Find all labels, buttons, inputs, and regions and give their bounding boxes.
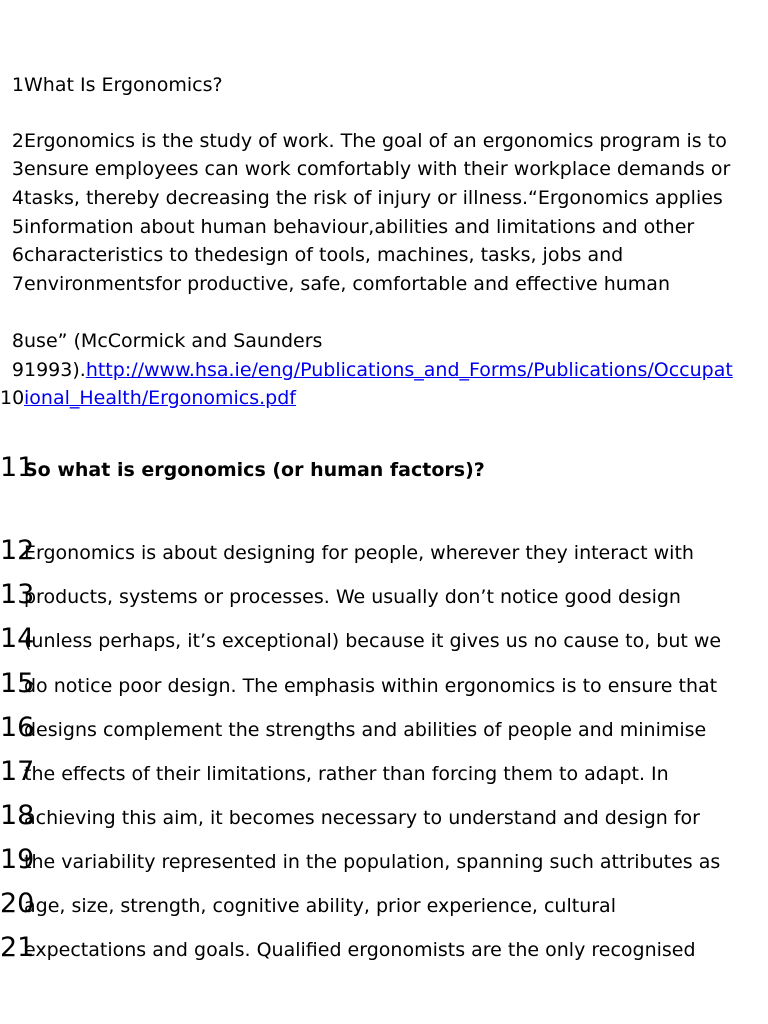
line-number: 3	[11, 158, 24, 180]
line-text: tasks, thereby decreasing the risk of injury or illness.“Ergonomics applies	[24, 187, 723, 209]
line-number: 21	[0, 932, 35, 963]
doc-line	[0, 802, 768, 829]
doc-line	[0, 537, 768, 564]
doc-line	[0, 330, 768, 352]
line-number: 6	[11, 244, 24, 266]
doc-line	[0, 758, 768, 785]
section1-title	[0, 74, 768, 96]
line-text: products, systems or processes. We usually don’t notice good design	[24, 586, 681, 608]
line-text: achieving this aim, it becomes necessary to understand and design for	[24, 807, 700, 829]
line-number: 19	[0, 844, 35, 875]
doc-line	[0, 244, 768, 266]
line-text: (unless perhaps, it’s exceptional) because it gives us no cause to, but we	[24, 630, 722, 652]
line-number: 4	[11, 187, 24, 209]
line-text: characteristics to thedesign of tools, machines, tasks, jobs and	[24, 244, 624, 266]
doc-line	[0, 273, 768, 295]
doc-line	[0, 670, 768, 697]
line-text: use” (McCormick and Saunders	[24, 330, 323, 352]
doc-line	[0, 625, 768, 652]
doc-line	[0, 130, 768, 152]
line-number: 8	[11, 330, 24, 352]
citation-link-part2[interactable]: ional_Health/Ergonomics.pdf	[24, 387, 296, 409]
line-number: 2	[11, 130, 24, 152]
line-text: Ergonomics is the study of work. The goal of an ergonomics program is to	[24, 130, 727, 152]
doc-line	[0, 158, 768, 180]
citation-year: 1993).	[24, 359, 86, 381]
line-text: Ergonomics is about designing for people, wherever they interact with	[24, 542, 694, 564]
line-number: 15	[0, 668, 35, 699]
line-number: 10	[0, 387, 25, 409]
heading-text: So what is ergonomics (or human factors)?	[24, 459, 485, 481]
citation-line	[0, 359, 768, 381]
citation-link-part1[interactable]: http://www.hsa.ie/eng/Publications_and_Forms/Publications/Occupat	[85, 359, 733, 381]
line-text: do notice poor design. The emphasis within ergonomics is to ensure that	[24, 675, 718, 697]
line-text: ensure employees can work comfortably with their workplace demands or	[24, 158, 731, 180]
line-number: 20	[0, 888, 35, 919]
line-number: 13	[0, 579, 35, 610]
line-number: 17	[0, 756, 35, 787]
line-number: 14	[0, 623, 35, 654]
doc-line	[0, 187, 768, 209]
doc-line	[0, 714, 768, 741]
line-number: 9	[11, 359, 24, 381]
line-number: 7	[11, 273, 24, 295]
line-text: environmentsfor productive, safe, comfortable and effective human	[24, 273, 670, 295]
line-number: 1	[11, 74, 24, 96]
line-text: the variability represented in the population, spanning such attributes as	[24, 851, 721, 873]
line-number: 12	[0, 535, 35, 566]
line-text: expectations and goals. Qualified ergonomists are the only recognised	[24, 939, 696, 961]
line-text: designs complement the strengths and abilities of people and minimise	[24, 719, 707, 741]
line-text: age, size, strength, cognitive ability, prior experience, cultural	[24, 895, 616, 917]
citation-line-continued	[0, 387, 768, 409]
line-text: the effects of their limitations, rather than forcing them to adapt. In	[24, 763, 669, 785]
line-number: 16	[0, 712, 35, 743]
line-number: 18	[0, 800, 35, 831]
line-text: information about human behaviour,abilities and limitations and other	[24, 216, 695, 238]
line-number: 11	[0, 452, 35, 483]
title-text: What Is Ergonomics?	[24, 74, 223, 96]
line-number: 5	[11, 216, 24, 238]
section2-heading	[0, 454, 768, 481]
doc-line	[0, 890, 768, 917]
doc-line	[0, 216, 768, 238]
doc-line	[0, 934, 768, 961]
doc-line	[0, 581, 768, 608]
doc-line	[0, 846, 768, 873]
